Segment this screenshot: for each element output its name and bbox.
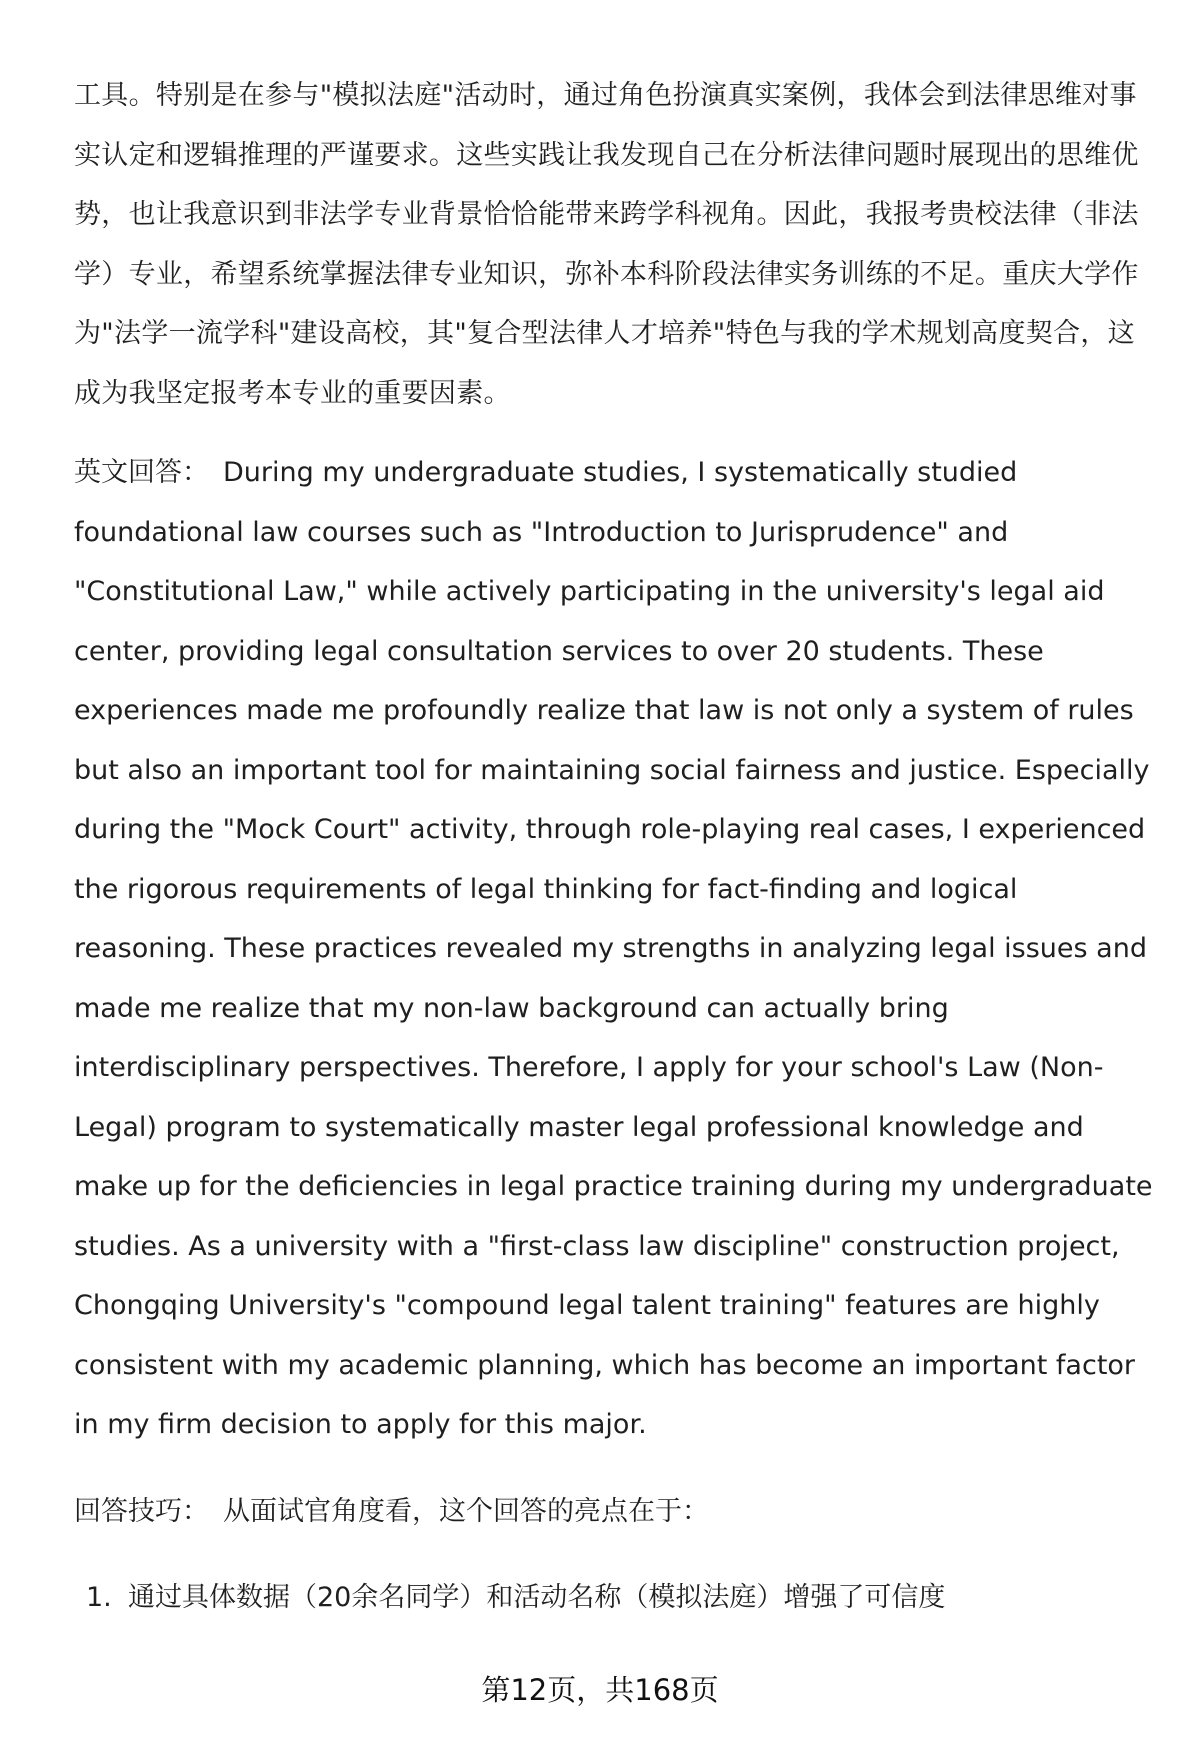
page-number-footer: 第12页，共168页 (481, 1673, 719, 1707)
document-page (74, 66, 1154, 1628)
tips-text: 从面试官角度看，这个回答的亮点在于： (223, 1495, 709, 1527)
tips-label: 回答技巧： (74, 1495, 209, 1527)
list-item-text: 通过具体数据（20余名同学）和活动名称（模拟法庭）增强了可信度 (128, 1582, 946, 1613)
chinese-paragraph: 工具。特别是在参与"模拟法庭"活动时，通过角色扮演真实案例，我体会到法律思维对事实认定和逻辑推理的严谨要求。这些实践让我发现自己在分析法律问题时展现出的思维优势，也让我意识到非法学专业背景恰恰能带来跨学科视角。因此，我报考贵校法律（非法学）专业，希望系统掌握法律专业知识，弥补本科阶段法律实务训练的不足。重庆大学作为"法学一流学科"建设高校，其"复合型法律人才培养"特色与我的学术规划高度契合，这成为我坚定报考本专业的重要因素。 (74, 80, 1139, 409)
english-answer-label: 英文回答： (74, 457, 209, 488)
list-item (74, 1568, 1154, 1628)
tips-paragraph (74, 1482, 1154, 1542)
english-answer-paragraph (74, 443, 1154, 1455)
english-answer-text: During my undergraduate studies, I systematically studied foundational law courses such as "Introduction to Jurisprudence" and "Constitutional Law," while actively participating in the university's legal aid center, providing legal consultation services to over 20 students. These experiences made me profoundly realize that law is not only a system of rules but also an important tool for maintaining social fairness and justice. Especially during the "Mock Court" activity, through role-playing real cases, I experienced the rigorous requirements of legal thinking for fact-finding and logical reasoning. These practices revealed my strengths in analyzing legal issues and made me realize that my non-law background can actually bring interdisciplinary perspectives. Therefore, I apply for your school's Law (Non-Legal) program to systematically master legal professional knowledge and make up for the deficiencies in legal practice training during my undergraduate studies. As a university with a "first-class law discipline" construction project, Chongqing University's "compound legal talent training" features are highly consistent with my academic planning, which has become an important factor in my firm decision to apply for this major. (74, 457, 1153, 1440)
tips-list (74, 1568, 1154, 1628)
list-item-number: 1. (86, 1582, 112, 1613)
